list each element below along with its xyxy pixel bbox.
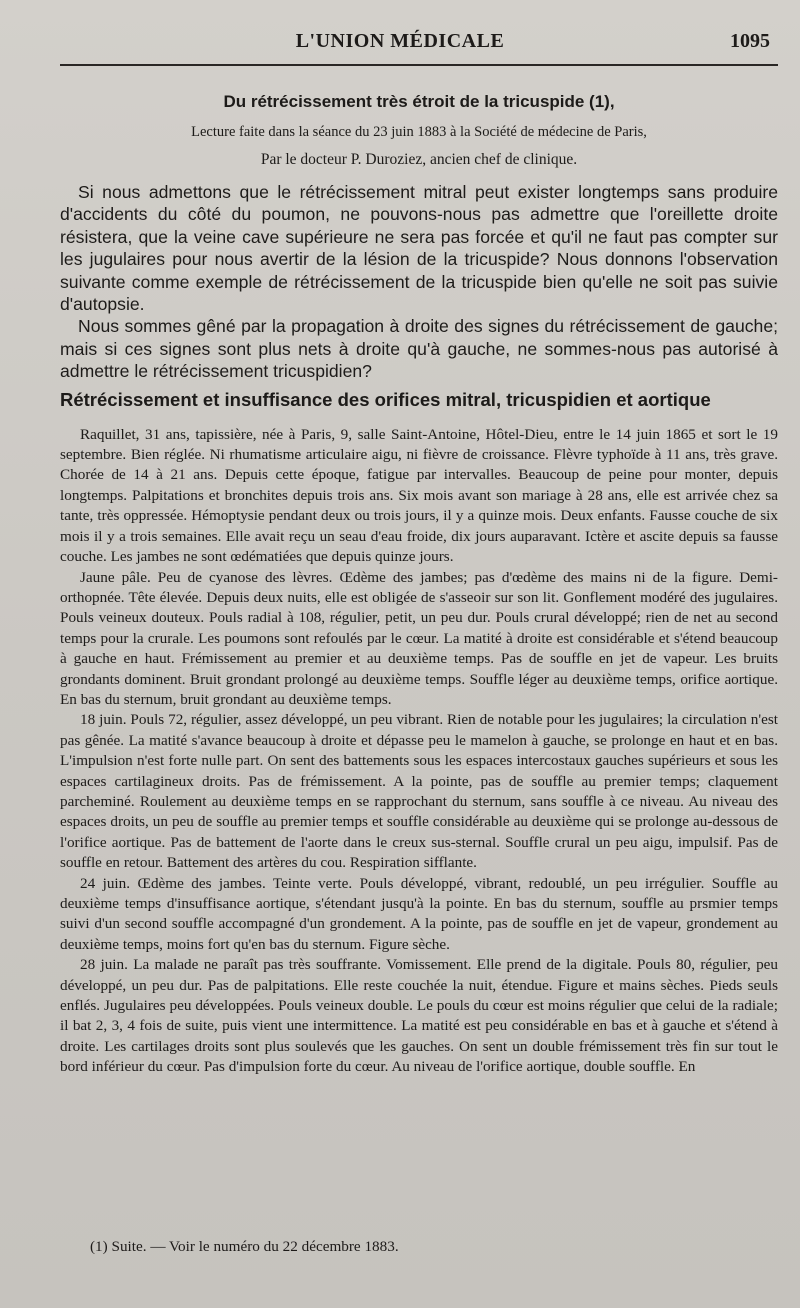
footnote: (1) Suite. — Voir le numéro du 22 décembre 1883. — [90, 1238, 399, 1255]
running-title: L'UNION MÉDICALE — [295, 30, 505, 52]
page-number: 1095 — [730, 30, 770, 52]
case-paragraph: 24 juin. Œdème des jambes. Teinte verte. Pouls développé, vibrant, redoublé, un peu irrégulier. Souffle au deuxième temps d'insuffisance aortique, s'étendant jusqu'à la pointe. En bas du sternum, souffle au prsmier temps suivi d'un second souffle accompagné d'un grondement. A la pointe, pas de souffle en jet de vapeur, grondement au deuxième temps, moins fort qu'en bas du sternum. Figure sèche. — [60, 874, 778, 953]
intro-paragraph: Nous sommes gêné par la propagation à droite des signes du rétrécissement de gauche; mais si ces signes sont plus nets à droite qu'à gauche, ne sommes-nous pas autorisé à admettre le rétrécissement tricuspidien? — [60, 316, 778, 382]
case-paragraph: 18 juin. Pouls 72, régulier, assez développé, un peu vibrant. Rien de notable pour les jugulaires; la circulation n'est pas gênée. La matité s'avance beaucoup à droite et dépasse peu le mamelon à gauche, se prolonge en haut et en bas. L'impulsion n'est forte nulle part. On sent des battements sous les espaces intercostaux gauches supérieurs et sous les espaces cartilagineux droits. Pas de frémissement. A la pointe, pas de souffle au premier temps; claquement parcheminé. Roulement au deuxième temps en se rapprochant du sternum, sans souffle à ce niveau. Au niveau des espaces droits, un peu de souffle au premier temps et souffle considérable au deuxième qui se prolonge au-dessous de l'orifice aortique. Pas de battement de l'aorte dans le creux sus-sternal. Souffle crural un peu aigu, impulsif. Pas de souffle en retour. Battement des artères du cou. Respiration sifflante. — [60, 711, 778, 872]
article-byline: Par le docteur P. Duroziez, ancien chef de clinique. — [260, 151, 578, 168]
case-paragraph: Raquillet, 31 ans, tapissière, née à Paris, 9, salle Saint-Antoine, Hôtel-Dieu, entre le 14 juin 1865 et sort le 19 septembre. Bien réglée. Ni rhumatisme articulaire aigu, ni fièvre de croissance. Flèvre typhoïde à 11 ans, très grave. Chorée de 14 à 21 ans. Depuis cette époque, fatigue par intervalles. Beaucoup de peine pour monter, depuis longtemps. Palpitations et bronchites depuis trois ans. Six mois avant son mariage à 28 ans, elle est arrivée chez sa tante, très oppressée. Hémoptysie pendant deux ou trois jours, il y a quinze mois. Deux enfants. Fausse couche de six mois il y a trois semaines. Elle avait reçu un seau d'eau froide, dix jours auparavant. Ictère et ascite depuis sa fausse couche. Les jambes ne sont œdématiées que depuis quinze jours. — [60, 425, 778, 566]
case-report — [60, 425, 778, 1078]
case-paragraph: Jaune pâle. Peu de cyanose des lèvres. Œdème des jambes; pas d'œdème des mains ni de la figure. Demi-orthopnée. Tête élevée. Depuis deux nuits, elle est obligée de s'asseoir sur son lit. Gonflement modéré des jugulaires. Pouls veineux douteux. Pouls radial à 108, régulier, petit, un peu dur. Pouls crural développé; rien de net au second temps pour la crurale. Les poumons sont refoulés par le cœur. La matité à droite est considérable et s'étend beaucoup à gauche en haut. Frémissement au premier et au deuxième temps. Pas de souffle en jet de vapeur. Les bruits grondants dominent. Bruit grondant prolongé au deuxième temps. Souffle léger au deuxième temps, orifice aortique. En bas du sternum, bruit grondant au deuxième temps. — [60, 568, 778, 708]
intro-paragraph: Si nous admettons que le rétrécissement mitral peut exister longtemps sans produire d'accidents du côté du poumon, ne pouvons-nous pas admettre que l'oreillette droite résistera, que la veine cave supérieure ne sera pas forcée et qu'il ne faut pas compter sur les jugulaires pour nous avertir de la lésion de la tricuspide? Nous donnons l'observation suivante comme exemple de rétrécissement de la tricuspide bien qu'elle ne soit pas suivie d'autopsie. — [60, 182, 778, 315]
section-heading: Rétrécissement et insuffisance des orifices mitral, tricuspidien et aortique — [60, 388, 711, 410]
case-paragraph: 28 juin. La malade ne paraît pas très souffrante. Vomissement. Elle prend de la digitale. Pouls 80, régulier, peu développé, un peu dur. Pas de palpitations. Elle reste couchée la nuit, étendue. Figure et mains sèches. Pieds seuls enflés. Jugulaires peu développées. Pouls veineux double. Le pouls du cœur est moins régulier que celui de la radiale; il bat 2, 3, 4 fois de suite, puis vient une intermittence. La matité est peu considérable en bas et à gauche et s'étend à droite. Les cartilages droits sont plus soulevés que les gauches. On sent un double frémissement très fin sur tout le bord inférieur du cœur. Pas d'impulsion forte du cœur. Au niveau de l'orifice aortique, double souffle. En — [60, 956, 778, 1076]
article-title: Du rétrécissement très étroit de la tricuspide (1), — [223, 92, 615, 111]
header-rule — [60, 64, 778, 66]
intro-section — [60, 181, 778, 383]
article-body — [60, 92, 778, 1078]
page-header — [0, 30, 800, 64]
article-subtitle: Lecture faite dans la séance du 23 juin 1883 à la Société de médecine de Paris, — [191, 124, 647, 140]
